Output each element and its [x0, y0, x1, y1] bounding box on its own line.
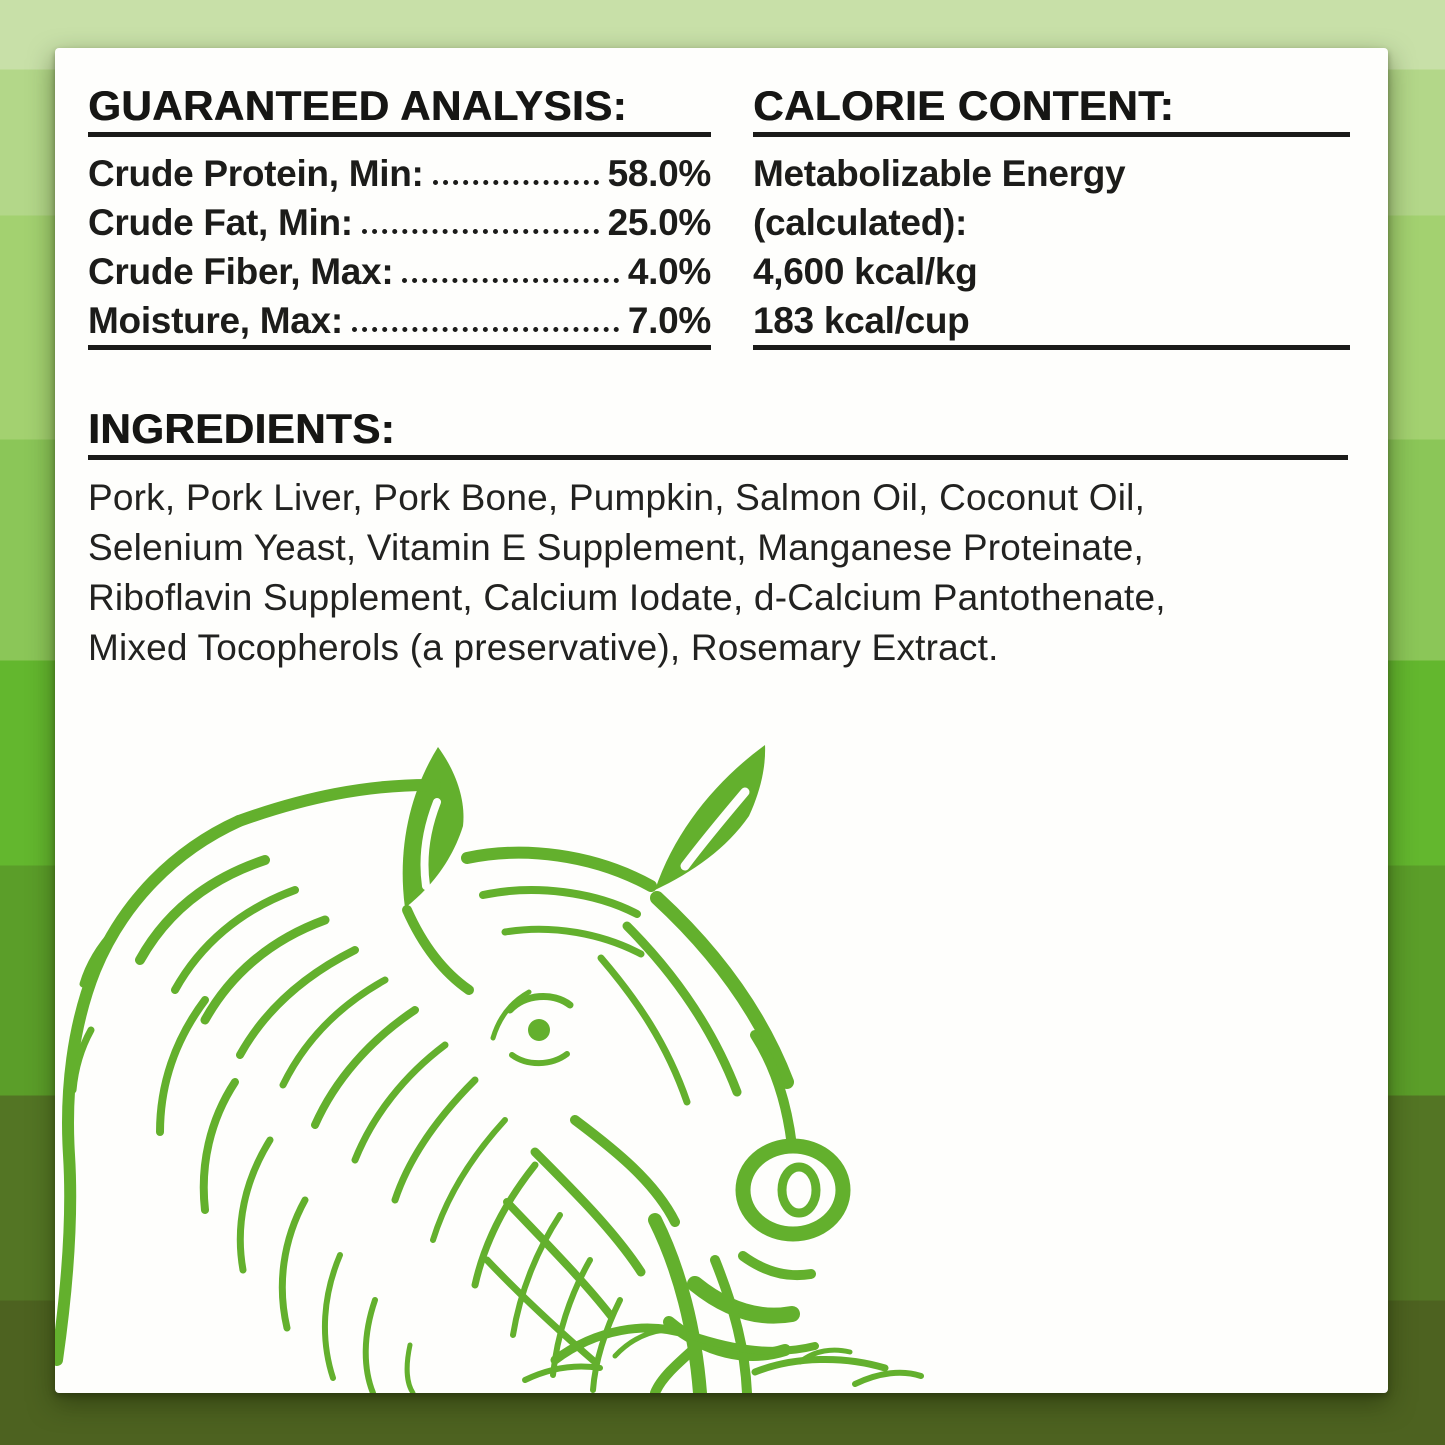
analysis-value: 58.0%: [607, 153, 711, 194]
analysis-row: [88, 247, 711, 296]
analysis-row: [88, 198, 711, 247]
ingredients-line: Selenium Yeast, Vitamin E Supplement, Manganese Proteinate,: [88, 527, 1145, 568]
ingredients-paragraph: [88, 473, 1362, 673]
ingredients-heading: INGREDIENTS:: [88, 405, 396, 452]
guaranteed-analysis-table: [88, 149, 711, 345]
calorie-line: 183 kcal/cup: [753, 300, 970, 341]
dot-leader: [402, 278, 619, 283]
analysis-value: 4.0%: [627, 251, 711, 292]
calorie-line: 4,600 kcal/kg: [753, 251, 978, 292]
ingredients-line: Mixed Tocopherols (a preservative), Rosemary Extract.: [88, 627, 999, 668]
analysis-row: [88, 296, 711, 345]
calorie-content-heading: CALORIE CONTENT:: [753, 82, 1174, 129]
analysis-label: Crude Protein, Min:: [88, 153, 424, 194]
divider-rule: [88, 132, 711, 137]
analysis-label: Crude Fat, Min:: [88, 202, 353, 243]
divider-rule: [88, 455, 1348, 460]
calorie-line: (calculated):: [753, 202, 968, 243]
pig-illustration: [55, 700, 1055, 1393]
analysis-value: 25.0%: [607, 202, 711, 243]
divider-rule: [753, 132, 1350, 137]
dot-leader: [362, 229, 599, 234]
analysis-value: 7.0%: [627, 300, 711, 341]
divider-rule: [753, 345, 1350, 350]
analysis-label: Moisture, Max:: [88, 300, 343, 341]
analysis-row: [88, 149, 711, 198]
ingredients-line: Pork, Pork Liver, Pork Bone, Pumpkin, Salmon Oil, Coconut Oil,: [88, 477, 1146, 518]
guaranteed-analysis-heading: GUARANTEED ANALYSIS:: [88, 82, 627, 129]
divider-rule: [88, 345, 711, 350]
dot-leader: [433, 180, 599, 185]
ingredients-line: Riboflavin Supplement, Calcium Iodate, d-Calcium Pantothenate,: [88, 577, 1166, 618]
dot-leader: [352, 327, 619, 332]
calorie-line: Metabolizable Energy: [753, 153, 1126, 194]
label-card: [55, 48, 1388, 1393]
calorie-content-block: [753, 149, 1350, 345]
analysis-label: Crude Fiber, Max:: [88, 251, 394, 292]
